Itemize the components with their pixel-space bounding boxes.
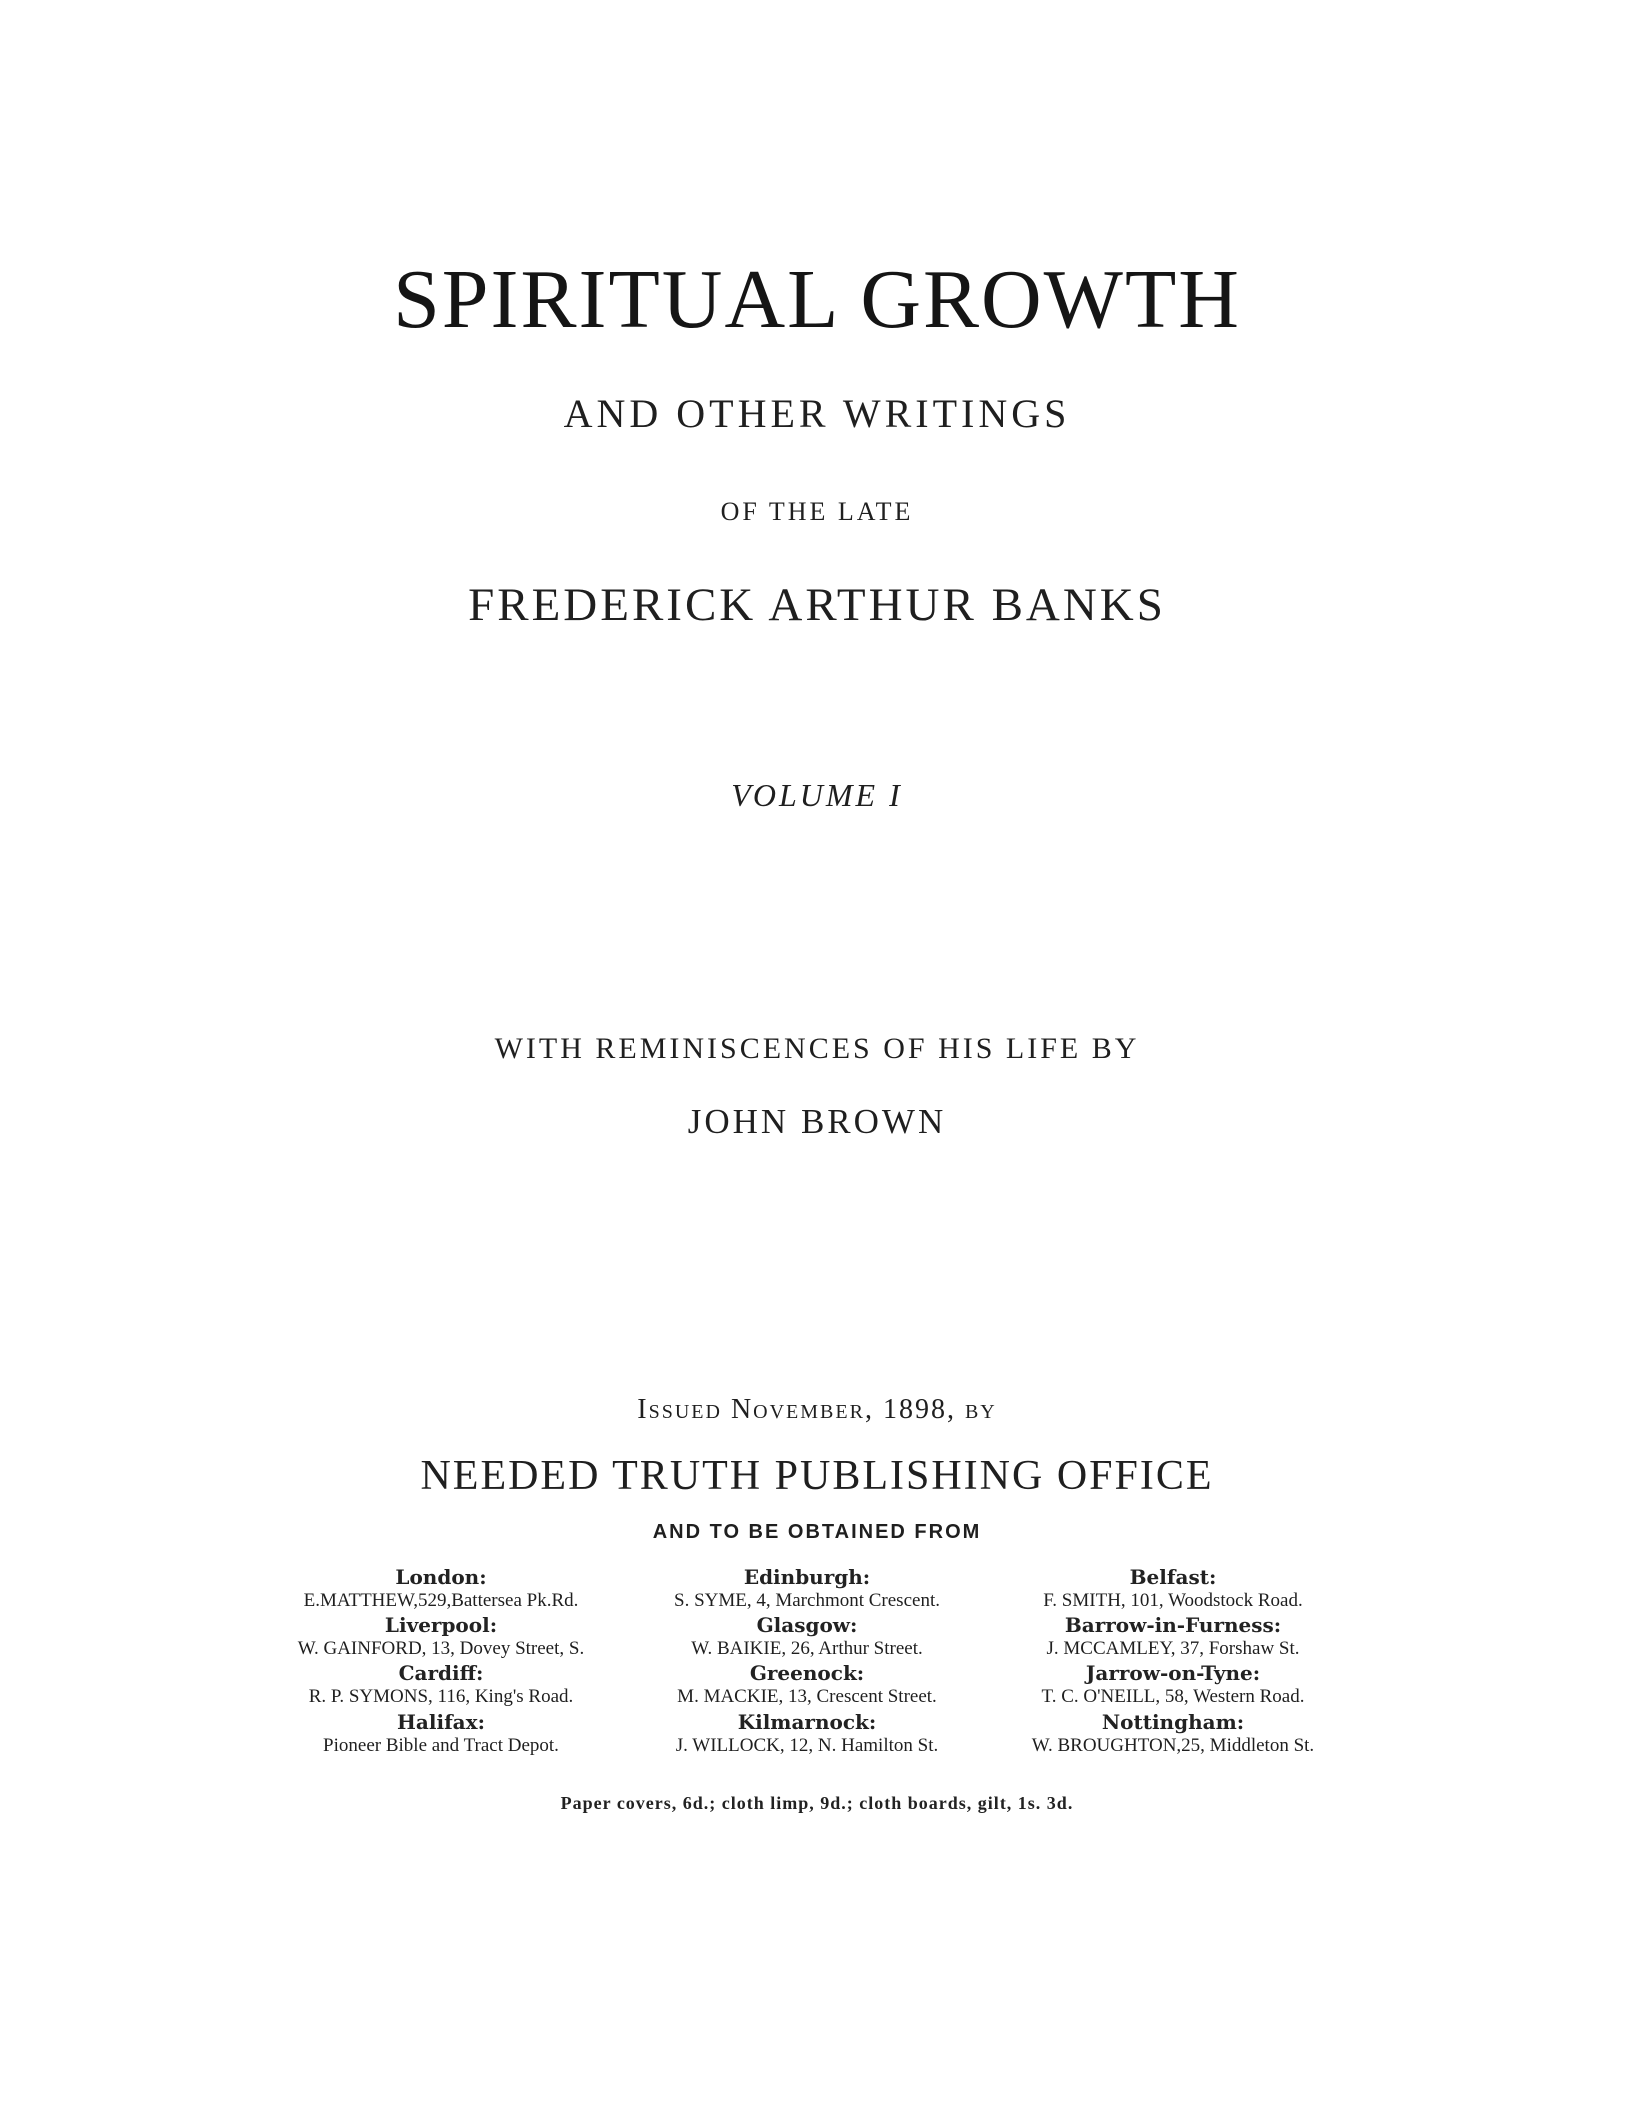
agent-city: Belfast:	[1129, 1565, 1217, 1589]
agent-city: Cardiff:	[398, 1661, 484, 1686]
agent-address: F. SMITH, 101, Woodstock Road.	[1043, 1590, 1303, 1611]
obtained-from-line: AND TO BE OBTAINED FROM	[652, 1521, 982, 1543]
book-subtitle: AND OTHER WRITINGS	[563, 391, 1071, 436]
reminiscences-line: WITH REMINISCENCES OF HIS LIFE BY	[494, 1032, 1140, 1065]
of-the-late-line: OF THE LATE	[720, 497, 914, 526]
agent-city: Nottingham:	[1101, 1709, 1245, 1734]
agent-address: E.MATTHEW,529,Battersea Pk.Rd.	[303, 1590, 579, 1611]
agent-entry	[262, 1662, 620, 1708]
agent-entry	[262, 1614, 620, 1660]
author-name: FREDERICK ARTHUR BANKS	[468, 579, 1166, 631]
agent-entry	[994, 1662, 1352, 1708]
agent-entry	[628, 1662, 986, 1708]
book-title: SPIRITUAL GROWTH	[393, 253, 1241, 346]
agent-entry	[994, 1614, 1352, 1660]
agent-city: Barrow-in-Furness:	[1064, 1613, 1282, 1638]
agent-city: London:	[395, 1565, 487, 1589]
agent-city: Jarrow-on-Tyne:	[1085, 1661, 1261, 1686]
agent-address: T. C. O'NEILL, 58, Western Road.	[1041, 1686, 1305, 1708]
agent-address: Pioneer Bible and Tract Depot.	[323, 1734, 559, 1756]
agent-entry	[628, 1614, 986, 1660]
agent-city: Liverpool:	[384, 1613, 498, 1638]
agent-address: J. WILLOCK, 12, N. Hamilton St.	[675, 1734, 939, 1756]
agent-city: Glasgow:	[756, 1613, 858, 1638]
agent-address: W. BROUGHTON,25, Middleton St.	[1031, 1734, 1315, 1756]
agent-entry	[994, 1711, 1352, 1757]
agent-address: R. P. SYMONS, 116, King's Road.	[308, 1686, 574, 1708]
agent-entry	[262, 1566, 620, 1612]
agent-address: J. MCCAMLEY, 37, Forshaw St.	[1046, 1638, 1300, 1660]
contributor-name: JOHN BROWN	[687, 1102, 947, 1141]
agent-entry	[994, 1566, 1352, 1612]
volume-number: VOLUME I	[731, 777, 903, 813]
agent-city: Kilmarnock:	[737, 1709, 877, 1734]
agent-city: Halifax:	[397, 1709, 485, 1734]
agent-address: W. GAINFORD, 13, Dovey Street, S.	[297, 1638, 585, 1660]
agent-entry	[262, 1711, 620, 1757]
agent-city: Greenock:	[749, 1661, 865, 1686]
agent-address: W. BAIKIE, 26, Arthur Street.	[691, 1638, 923, 1660]
publisher-name: NEEDED TRUTH PUBLISHING OFFICE	[420, 1453, 1214, 1499]
agent-entry	[628, 1566, 986, 1612]
agents-list	[262, 1566, 1352, 1757]
agent-entry	[628, 1711, 986, 1757]
agent-address: M. MACKIE, 13, Crescent Street.	[677, 1686, 937, 1708]
price-list: Paper covers, 6d.; cloth limp, 9d.; cloth boards, gilt, 1s. 3d.	[560, 1793, 1074, 1813]
agent-city: Edinburgh:	[743, 1565, 871, 1589]
agent-address: S. SYME, 4, Marchmont Crescent.	[674, 1590, 940, 1611]
issued-line: Issued November, 1898, by	[637, 1394, 997, 1425]
